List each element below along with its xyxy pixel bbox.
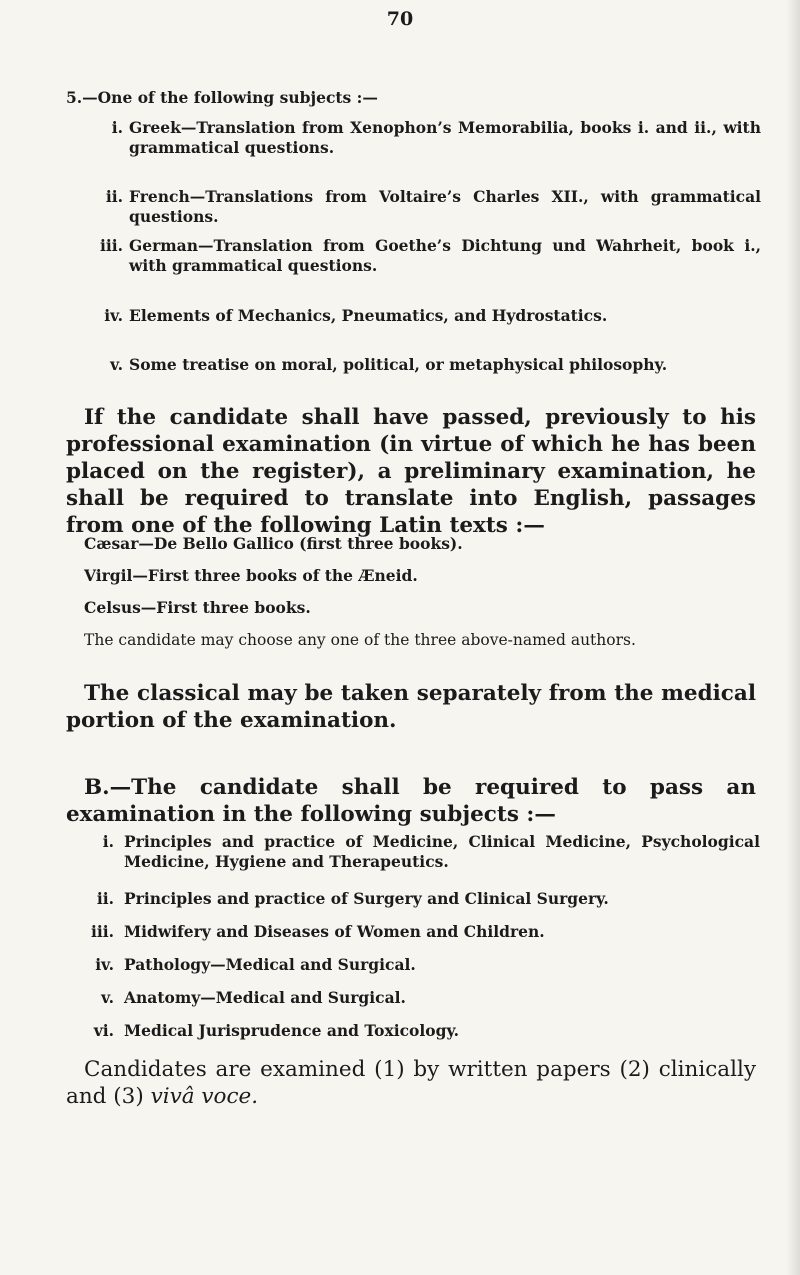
list-item-number: iv. — [104, 306, 123, 325]
list-item-number: ii. — [96, 889, 114, 908]
list-item-number: v. — [110, 355, 123, 374]
list-item-text: French—Translations from Voltaire’s Charles XII., with grammatical questions. — [129, 187, 761, 226]
list-item-text: Principles and practice of Medicine, Clinical Medicine, Psychological Medicine, Hygiene and Therapeutics. — [124, 832, 760, 871]
list-item-text: Midwifery and Diseases of Women and Children. — [124, 922, 545, 941]
list-item-text: Greek—Translation from Xenophon’s Memorabilia, books i. and ii., with grammatical questions. — [129, 118, 761, 157]
list-item-text: Elements of Mechanics, Pneumatics, and Hydrostatics. — [129, 306, 608, 325]
latin-text-caesar: Cæsar—De Bello Gallico (first three books). — [84, 534, 463, 553]
latin-text-celsus: Celsus—First three books. — [84, 598, 311, 617]
examination-method-text: Candidates are examined (1) by written papers (2) clinically and (3) — [66, 1057, 756, 1109]
list-item-text: Pathology—Medical and Surgical. — [124, 955, 416, 974]
list-item-text: Medical Jurisprudence and Toxicology. — [124, 1021, 460, 1040]
page-number: 70 — [386, 8, 414, 30]
list-item-number: i. — [111, 118, 123, 137]
list-item-number: v. — [101, 988, 114, 1007]
list-item-text: Principles and practice of Surgery and Clinical Surgery. — [124, 889, 609, 908]
page-edge-shadow — [786, 0, 800, 1275]
classical-separate-note: The classical may be taken separately from the medical portion of the examination. — [66, 681, 756, 733]
list-item-text: German—Translation from Goethe’s Dichtung und Wahrheit, book i., with grammatical questions. — [129, 236, 761, 275]
list-item-number: ii. — [105, 187, 123, 206]
list-item-text: Anatomy—Medical and Surgical. — [124, 988, 406, 1007]
latin-requirement-paragraph: If the candidate shall have passed, previously to his professional examination (in virtue of which he has been placed on the register), a preliminary examination, he shall be required to translate into English, passages from one of the following Latin texts :— — [66, 405, 756, 538]
list-item-number: i. — [102, 832, 114, 851]
list-item-number: iii. — [90, 922, 114, 941]
choose-author-note: The candidate may choose any one of the three above-named authors. — [84, 631, 636, 649]
list-item-number: iv. — [95, 955, 114, 974]
list-item-number: iii. — [99, 236, 123, 255]
subjects-intro: 5.—One of the following subjects :— — [66, 88, 378, 107]
examination-method-paragraph — [66, 1056, 756, 1110]
latin-text-virgil: Virgil—First three books of the Æneid. — [84, 566, 418, 585]
list-item-number: vi. — [93, 1021, 114, 1040]
section-b-intro: B.—The candidate shall be required to pass an examination in the following subjects :— — [66, 775, 756, 827]
list-item-text: Some treatise on moral, political, or metaphysical philosophy. — [129, 355, 668, 374]
viva-voce-text: vivâ voce. — [150, 1084, 259, 1109]
